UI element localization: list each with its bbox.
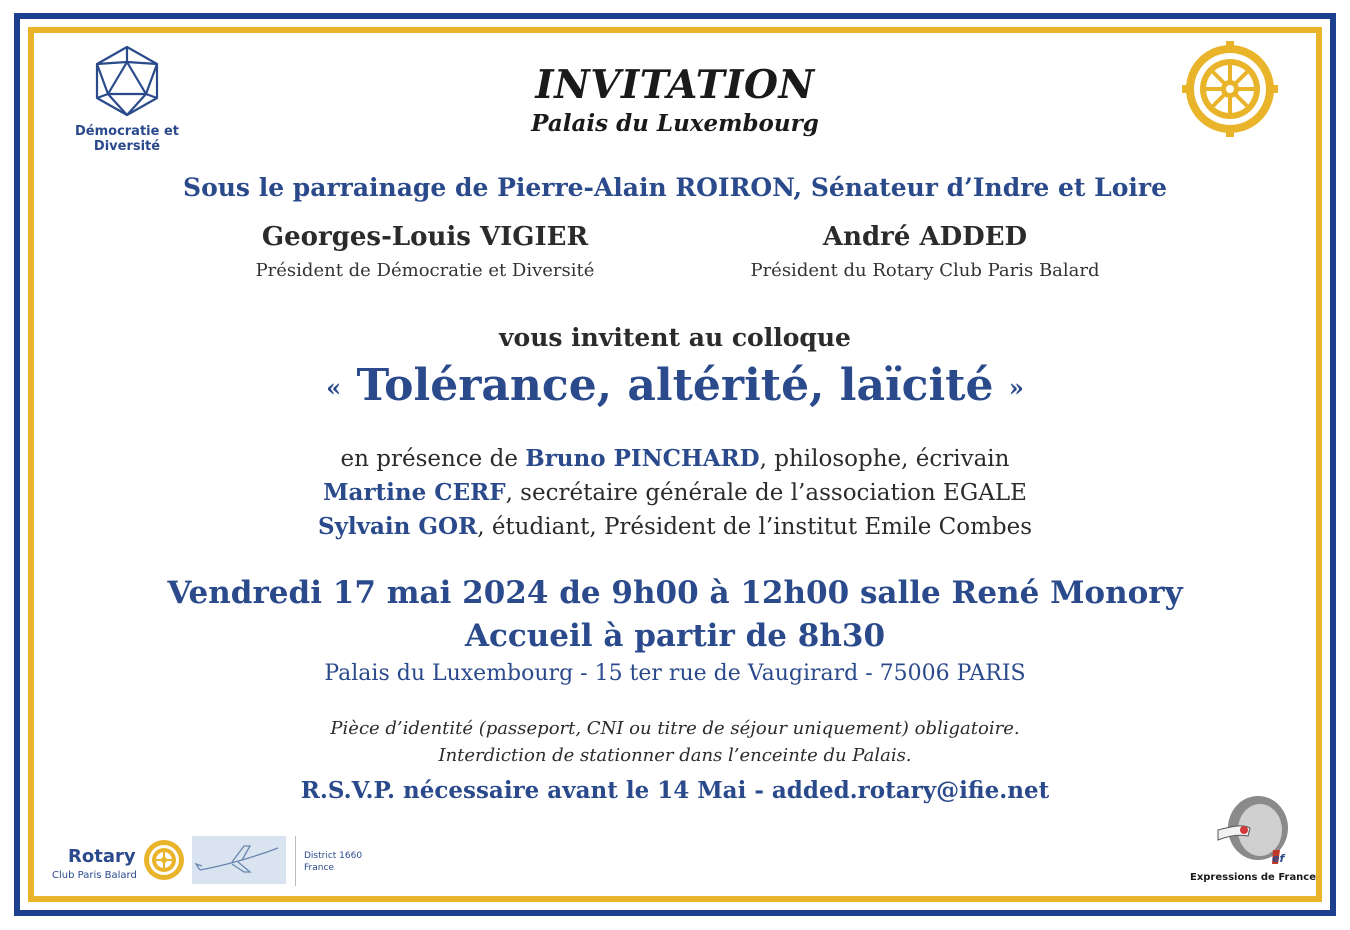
host-left <box>175 222 675 281</box>
host-name: Georges-Louis VIGIER <box>261 222 589 252</box>
guest-line <box>0 510 1350 544</box>
theme-text: Tolérance, altérité, laïcité <box>356 360 994 411</box>
host-right <box>675 222 1175 281</box>
patronage-line: Sous le parrainage de Pierre-Alain ROIRON, Sénateur d’Indre et Loire <box>183 173 1167 202</box>
democratie-logo-caption: Démocratie et Diversité <box>74 124 180 154</box>
svg-text:ef: ef <box>1272 852 1285 865</box>
id-note: Pièce d’identité (passeport, CNI ou titre de séjour uniquement) obligatoire. <box>330 718 1020 739</box>
guest-desc: , étudiant, Président de l’institut Emile Combes <box>477 514 1033 540</box>
host-role: Président de Démocratie et Diversité <box>255 260 595 281</box>
event-address: Palais du Luxembourg - 15 ter rue de Vaugirard - 75006 PARIS <box>324 661 1026 686</box>
guest-name: Bruno PINCHARD <box>525 445 760 472</box>
rotary-wheel-small-icon <box>142 838 186 882</box>
guest-line <box>0 442 1350 476</box>
event-welcome: Accueil à partir de 8h30 <box>464 618 886 654</box>
host-name: André ADDED <box>822 222 1028 252</box>
host-role: Président du Rotary Club Paris Balard <box>750 260 1100 281</box>
invite-line: vous invitent au colloque <box>499 323 851 352</box>
guest-list <box>0 442 1350 544</box>
guest-name: Martine CERF <box>323 479 506 506</box>
open-quote: « <box>326 373 342 402</box>
event-date: Vendredi 17 mai 2024 de 9h00 à 12h00 salle René Monory <box>167 575 1183 611</box>
district-country: France <box>304 863 334 873</box>
rsvp-line: R.S.V.P. nécessaire avant le 14 Mai - added.rotary@ifie.net <box>300 777 1050 804</box>
guest-line <box>0 476 1350 510</box>
airplane-icon <box>192 836 286 884</box>
guest-desc: , philosophe, écrivain <box>759 446 1010 472</box>
close-quote: » <box>1008 373 1024 402</box>
parking-note: Interdiction de stationner dans l’enceinte du Palais. <box>438 745 912 766</box>
rotary-word: Rotary <box>68 846 136 867</box>
district-plane-logo <box>192 836 286 884</box>
guest-prefix: en présence de <box>340 446 526 472</box>
marianne-portrait-icon <box>1188 790 1318 870</box>
guest-name: Sylvain GOR <box>317 513 478 540</box>
invitation-title: INVITATION <box>535 62 815 108</box>
district-label <box>295 836 385 886</box>
guest-desc: , secrétaire générale de l’association EGALE <box>505 480 1027 506</box>
expressions-de-france-logo <box>1188 790 1318 890</box>
colloquium-theme <box>0 360 1350 411</box>
expressions-caption: Expressions de France <box>1189 872 1317 883</box>
district-number: District 1660 <box>304 851 363 861</box>
rotary-club-logo <box>50 836 190 886</box>
rotary-club-name: Club Paris Balard <box>52 870 137 881</box>
venue-subtitle: Palais du Luxembourg <box>531 110 819 137</box>
